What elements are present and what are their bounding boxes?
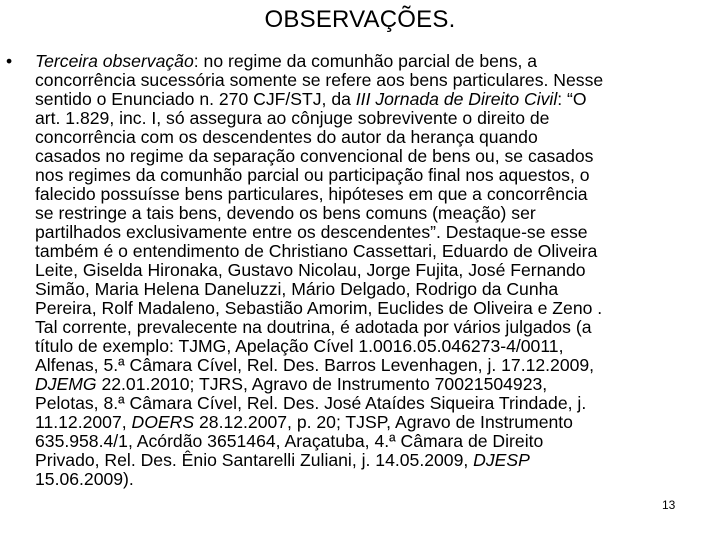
text-line (35, 147, 712, 166)
text-line (35, 166, 712, 185)
text-segment: 28.12.2007, p. 20; TJSP, Agravo de Instrumento (194, 412, 573, 432)
text-segment: : “O (557, 89, 587, 109)
text-line (35, 432, 712, 451)
text-segment: concorrência sucessória somente se refere aos bens particulares. Nesse (35, 70, 604, 90)
text-segment: Leite, Giselda Hironaka, Gustavo Nicolau, Jorge Fujita, José Fernando (35, 260, 586, 280)
text-segment: sentido o Enunciado n. 270 CJF/STJ, da (35, 89, 356, 109)
text-segment: Simão, Maria Helena Daneluzzi, Mário Delgado, Rodrigo da Cunha (35, 279, 559, 299)
italic-text-segment: Terceira observação (35, 51, 194, 71)
page-number: 13 (662, 498, 676, 512)
text-line (35, 337, 712, 356)
bullet-icon: • (6, 51, 13, 71)
text-line (35, 242, 712, 261)
text-line (35, 71, 712, 90)
text-segment: Pelotas, 8.ª Câmara Cível, Rel. Des. José Ataídes Siqueira Trindade, j. (35, 393, 587, 413)
text-line (35, 470, 712, 489)
text-segment: 11.12.2007, (35, 412, 132, 432)
text-line (35, 52, 712, 71)
text-line (35, 261, 712, 280)
text-line (35, 451, 712, 470)
text-line (35, 413, 712, 432)
text-segment: 22.01.2010; TJRS, Agravo de Instrumento 70021504923, (96, 374, 548, 394)
bullet-text (35, 52, 712, 489)
italic-text-segment: DJEMG (35, 374, 97, 394)
text-line (35, 109, 712, 128)
italic-text-segment: DOERS (131, 412, 195, 432)
text-line (35, 299, 712, 318)
text-line (35, 128, 712, 147)
text-line (35, 356, 712, 375)
text-line (35, 318, 712, 337)
italic-text-segment: DJESP (473, 450, 530, 470)
text-segment: também é o entendimento de Christiano Cassettari, Eduardo de Oliveira (35, 241, 598, 261)
bullet-list (6, 52, 712, 489)
text-segment: casados no regime da separação convencional de bens ou, se casados (35, 146, 594, 166)
bullet-item (6, 52, 712, 489)
text-line (35, 204, 712, 223)
text-line (35, 375, 712, 394)
italic-text-segment: III Jornada de Direito Civil (355, 89, 558, 109)
text-segment: Privado, Rel. Des. Ênio Santarelli Zuliani, j. 14.05.2009, (35, 450, 474, 470)
text-line (35, 90, 712, 109)
text-segment: Pereira, Rolf Madaleno, Sebastião Amorim, Euclides de Oliveira e Zeno . (35, 298, 603, 318)
text-segment: 635.958.4/1, Acórdão 3651464, Araçatuba, 4.ª Câmara de Direito (35, 431, 544, 451)
text-segment: nos regimes da comunhão parcial ou participação final nos aquestos, o (35, 165, 590, 185)
text-line (35, 394, 712, 413)
text-segment: 15.06.2009). (35, 469, 134, 489)
text-line (35, 223, 712, 242)
text-line (35, 280, 712, 299)
text-line (35, 185, 712, 204)
text-segment: partilhados exclusivamente entre os descendentes”. Destaque-se esse (35, 222, 588, 242)
text-segment: concorrência com os descendentes do autor da herança quando (35, 127, 538, 147)
text-segment: Tal corrente, prevalecente na doutrina, é adotada por vários julgados (a (35, 317, 592, 337)
text-segment: Alfenas, 5.ª Câmara Cível, Rel. Des. Barros Levenhagen, j. 17.12.2009, (35, 355, 595, 375)
slide-title: OBSERVAÇÕES. (264, 6, 456, 33)
text-segment: : no regime da comunhão parcial de bens, a (193, 51, 538, 71)
text-segment: art. 1.829, inc. I, só assegura ao cônjuge sobrevivente o direito de (35, 108, 550, 128)
text-segment: título de exemplo: TJMG, Apelação Cível 1.0016.05.046273-4/0011, (35, 336, 564, 356)
text-segment: falecido possuísse bens particulares, hipóteses em que a concorrência (35, 184, 588, 204)
text-segment: se restringe a tais bens, devendo os bens comuns (meação) ser (35, 203, 536, 223)
